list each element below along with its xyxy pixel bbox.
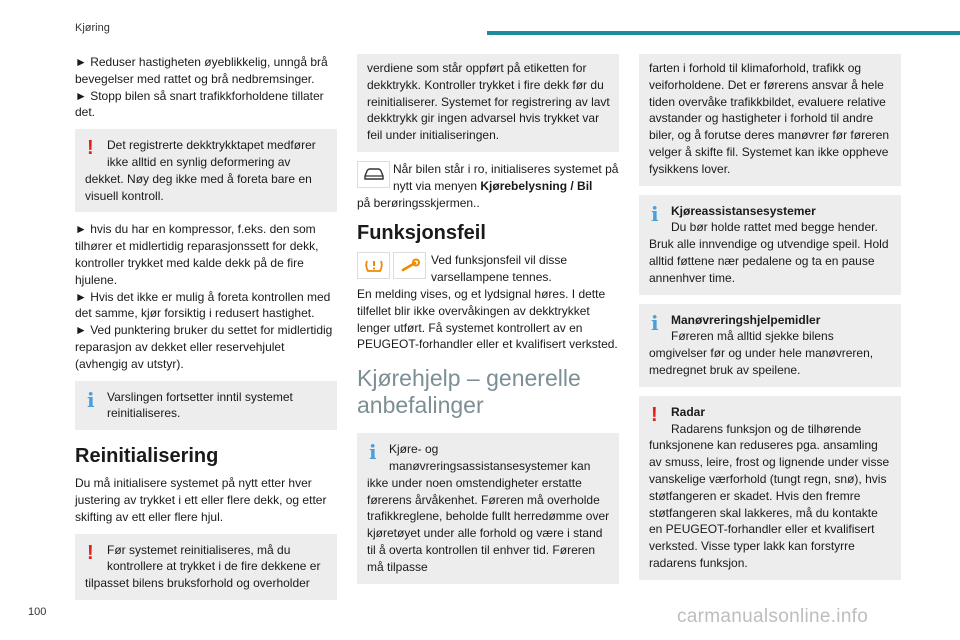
warning-text: funksjonene kan reduseres pga. ansamling av smuss, leire, frost og lignende under visse vanskelige værforhold (tungt regn, snø), hvis støtfangeren er skadet. Hvis den fremre støtfangeren skal lakkeres, må du kontakte en PEUGEOT-forhandler eller et kvalifisert verksted. Visse typer lakk kan forstyrre radarens funksjon. (649, 438, 890, 570)
warning-box (75, 129, 337, 212)
info-title-wrap (649, 312, 892, 329)
car-note-text (393, 161, 619, 195)
info-text: omgivelser før og under hele manøvreren, medregnet bruk av speilene. (649, 346, 874, 377)
warning-exclamation-icon: ! (87, 541, 94, 564)
fault-text: Ved funksjonsfeil vil disse varsellampene tennes. (431, 253, 568, 285)
tyre-pressure-warning-lamp-icon (357, 252, 390, 279)
info-box (639, 304, 901, 387)
section-heading: Reinitialisering (75, 445, 219, 468)
info-text: Bruk alle innvendige og utvendige speil. Hold alltid føttene nær pedalene og ta en pause annenhver time. (649, 237, 889, 285)
paragraph: ► Reduser hastigheten øyeblikkelig, unngå brå bevegelser med rattet og brå nedbremsinger. (75, 55, 328, 86)
fault-lamps-row (357, 252, 619, 286)
warning-box (75, 534, 337, 600)
paragraph: ► hvis du har en kompressor, f.eks. den som tilhører et midlertidig reparasjonssett for dekk, kontroller trykket med kalde dekk på de fire hjulene. (75, 222, 319, 287)
info-box (75, 381, 337, 431)
info-text: Kjøre- og manøvreringsassistansesystemer kan (389, 442, 591, 473)
warning-text: Det registrerte dekktrykktapet medfører ikke alltid en synlig deformering av (107, 138, 316, 169)
header-accent-bar (487, 31, 960, 35)
info-icon: i (369, 440, 377, 465)
page-number: 100 (28, 606, 47, 618)
paragraph: Du må initialisere systemet på nytt etter hver justering av trykket i ett eller flere dekk, og etter skifting av ett eller flere hjul. (75, 476, 327, 524)
warning-box (639, 396, 901, 580)
warning-text: verdiene som står oppført på etiketten for dekktrykk. Kontroller trykket i fire dekk før du reinitialiserer. Systemet for registrering av lavt dekktrykk gir ingen advarsel hvis trykket var feil under initialiseringen. (367, 61, 610, 143)
car-note-text-a: Når bilen står i ro, initialiseres systemet på nytt via menyen (393, 161, 619, 193)
menu-path: Kjørebelysning / Bil (480, 178, 593, 193)
info-box (357, 433, 619, 583)
info-icon: i (651, 310, 659, 335)
section-heading: Funksjonsfeil (357, 222, 486, 245)
column-1 (75, 54, 337, 609)
info-text: ikke under noen omstendigheter erstatte førerens årvåkenhet. Føreren må overholde trafikkreglene, beholde fullt herredømme over kjøretøyet under alle forhold og være i stand til å overta kontrollen til enhver tid. Føreren må tilpasse (367, 475, 610, 574)
warning-title: Radar (671, 404, 706, 419)
info-text: Du bør holde rattet med begge hender. (671, 220, 878, 235)
paragraph: på berøringsskjermen.. (357, 195, 480, 210)
info-box-continued (639, 54, 901, 186)
column-2 (357, 54, 619, 593)
warning-text: tilpasset bilens bruksforhold og overholder (85, 576, 310, 591)
paragraph: ► Ved punktering bruker du settet for midlertidig reparasjon av dekket eller reservehjulet (avhengig av utstyr). (75, 323, 333, 371)
warning-exclamation-icon: ! (651, 403, 658, 426)
section-title: Kjøring (75, 22, 110, 34)
paragraph: ► Hvis det ikke er mulig å foreta kontrollen med det samme, kjør forsiktig i redusert hastighet. (75, 289, 331, 321)
car-note (357, 161, 619, 195)
info-text: Varslingen fortsetter inntil systemet reinitialiseres. (107, 389, 293, 421)
paragraph: En melding vises, og et lydsignal høres. I dette tilfellet blir ikke overvåkingen av dekktrykket lenger utført. Få systemet kontrollert av en PEUGEOT-forhandler eller et kvalifisert verksted. (357, 286, 618, 352)
warning-exclamation-icon: ! (87, 137, 94, 160)
info-box (639, 195, 901, 295)
warning-text: Før systemet reinitialiseres, må du kontrollere at trykket i de fire dekkene er (107, 542, 321, 574)
info-icon: i (87, 387, 95, 412)
service-wrench-lamp-icon (393, 252, 426, 279)
info-title: Kjøreassistansesystemer (671, 203, 816, 218)
car-icon (357, 161, 390, 188)
info-text: farten i forhold til klimaforhold, trafikk og veiforholdene. Det er førerens ansvar å hele tiden overvåke trafikkbildet, evaluere relative avstander og hastigheter i forhold til andre biler, og å forutse deres manøvrer før føreren velger å skifte fil. Systemet kan ikke oppheve fysikkens lover. (649, 61, 890, 176)
info-title-wrap (649, 203, 892, 220)
info-title: Manøvreringshjelpemidler (671, 312, 821, 327)
watermark: carmanualsonline.info (677, 606, 869, 627)
warning-text: dekket. Nøy deg ikke med å foreta bare en visuell kontroll. (85, 171, 312, 203)
info-icon: i (651, 201, 659, 226)
info-text: Føreren må alltid sjekke bilens (671, 329, 834, 344)
warning-title-wrap (649, 404, 892, 421)
paragraph: ► Stopp bilen så snart trafikkforholdene tillater det. (75, 88, 324, 120)
column-3 (639, 54, 901, 589)
chapter-heading: Kjørehjelp – generelle anbefalinger (357, 365, 581, 419)
warning-text: Radarens funksjon og de tilhørende (671, 421, 862, 436)
warning-box-continued (357, 54, 619, 152)
